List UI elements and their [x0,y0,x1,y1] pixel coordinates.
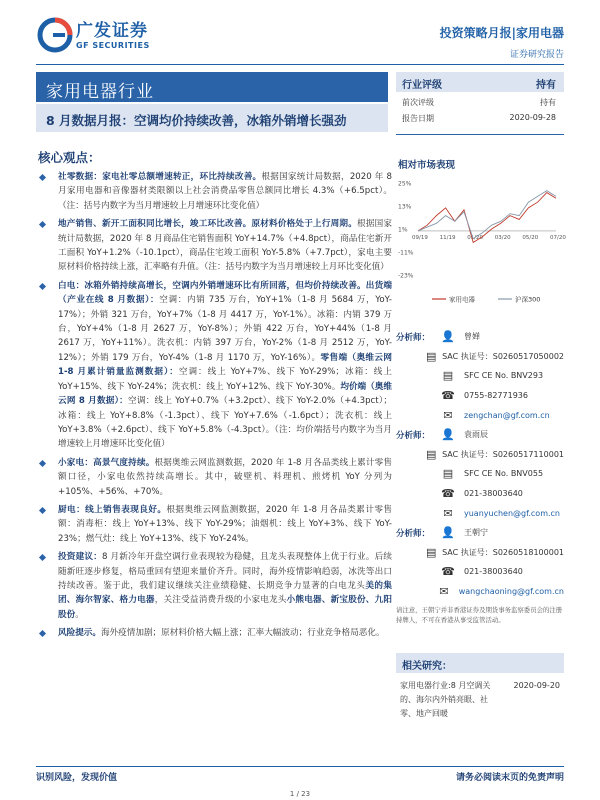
main-content [36,170,392,645]
analyst-email-text[interactable]: zengchan@gf.com.cn [464,410,550,420]
prev-rating-label: 前次评级 [402,98,434,107]
analyst-row [396,582,564,602]
email-icon: ✉ [439,585,449,599]
related-research-item[interactable] [396,673,564,721]
x-tick-label: 11/19 [439,234,456,241]
gf-logo [38,18,150,52]
analyst-row [396,327,564,347]
analyst-row [396,445,564,465]
rating-header [396,72,564,92]
analyst-label: 分析师： [396,332,431,343]
id-card-icon: ▤ [426,447,437,461]
x-tick-label: 09/19 [412,234,428,241]
gf-logo-icon [38,18,72,52]
y-tick-label: -11% [398,249,414,257]
analyst-id-card-text: SFC CE No. BNV055 [464,469,544,479]
analyst-person-text: 袁雨辰 [464,430,488,440]
report-subtitle: 8 月数据月报：空调均价持续改善，冰箱外销增长强劲 [36,104,388,132]
x-tick-label: 07/20 [550,234,566,241]
analyst-phone-text: 0755-82771936 [464,391,528,401]
analyst-row [396,405,564,425]
phone-icon: ☎ [441,389,455,403]
perf-chart-svg [396,175,564,315]
report-date-value: 2020-09-28 [509,113,556,122]
analyst-phone-text: 021-38003640 [464,567,523,577]
legend-label-0: 家用电器 [449,295,475,304]
y-tick-label: 13% [398,203,412,211]
header-divider [36,64,564,65]
analyst-row [396,523,564,543]
sidebar [396,72,564,721]
logo-en-text: GF SECURITIES [76,40,150,50]
analyst-id-card-text: SAC 执证号：S0260518100001 [442,547,564,557]
person-icon: 👤 [441,428,455,442]
y-tick-label: -23% [398,272,414,280]
analyst-row [396,503,564,523]
y-tick-label: 25% [398,180,412,188]
relative-performance-chart [396,175,564,315]
analyst-label: 分析师： [396,528,431,539]
analyst-row [396,562,564,582]
x-tick-label: 05/20 [522,234,539,241]
series-line-1 [418,191,556,239]
core-views-title: 核心观点： [38,150,101,165]
phone-icon: ☎ [441,565,455,579]
analyst-email-text[interactable]: yuanyuchen@gf.com.cn [464,508,560,518]
bullet-kitchen: 厨电：线上销售表现良好。根据奥维云网监测数据，2020 年 1-8 月各品类累计零售额：消毒柜：线上 YoY+13%、线下 YoY-29%；油烟机：线上 YoY+3%、线下 YoY-23%；燃气灶：线上 YoY+13%、线下 YoY-24%。 [36,503,392,546]
rating-value: 持有 [536,80,556,91]
analyst-email-text[interactable]: wangchaoning@gf.com.cn [458,587,564,597]
analyst-row [396,347,564,367]
bullet-risk: 风险提示。海外疫情加剧；原材料价格大幅上涨；汇率大幅波动；行业竞争格局恶化。 [36,626,392,640]
analyst-id-card-text: SFC CE No. BNV293 [464,371,544,381]
y-tick-label: 1% [398,226,408,234]
id-card-icon: ▤ [426,545,437,559]
footer-divider [36,766,564,767]
person-icon: 👤 [441,526,455,540]
related-text: 家用电器行业:8 月空调关的、海尔内外销亮眼、社零、地产回暖 [400,681,491,719]
analyst-person-text: 王朝宁 [464,528,488,538]
bullet-retail: 社零数据：家电社零总额增速转正，环比持续改善。根据国家统计局数据，2020 年 8 月家用电器和音像器材类限额以上社会消费品零售总额同比增长 4.3%（+6.5pct）。（注：括号内数字为当月增速较上月增速环比变化值） [36,170,392,213]
phone-icon: ☎ [441,487,455,501]
legend-label-1: 沪深300 [515,295,541,304]
contact-note: 请注意，王朝宁并非香港证券及期货事务监察委员会的注册持牌人，不可在香港从事受监管活动。 [396,606,563,625]
analyst-row [396,484,564,504]
industry-banner: 家用电器行业 [36,72,388,102]
logo-cn-text: 广发证券 [76,20,148,41]
analyst-id-card-text: SAC 执证号：S0260517050002 [442,351,564,361]
prev-rating-row [396,92,564,108]
analyst-row [396,366,564,386]
analyst-list [396,327,564,601]
sidebar-divider [396,134,564,135]
prev-rating-value: 持有 [540,98,556,107]
id-card-icon: ▤ [426,349,437,363]
analyst-row [396,464,564,484]
id-card-icon: ▤ [442,369,454,383]
person-icon: 👤 [441,330,455,344]
rating-label: 行业评级 [402,80,442,91]
analyst-id-card-text: SAC 执证号：S0260517110001 [442,449,564,459]
x-tick-label: 03/20 [494,234,511,241]
analyst-row [396,543,564,563]
report-type: 证券研究报告 [509,50,564,60]
bullet-property: 地产销售、新开工面积同比增长，竣工环比改善。原材料价格处于上行周期。根据国家统计局数据，2020 年 8 月商品住宅销售面积 YoY+14.7%（+4.8pct），商品住宅新开工面积 YoY+1.2%（-10.1pct），商品住宅竣工面积 YoY-5.8%（+7.7pct），家电主要原材料价格持续上涨，汇率略有升值。（注：括号内数字为当月增速较上月环比变化值） [36,217,392,275]
id-card-icon: ▤ [442,467,454,481]
x-tick-label: 01/20 [467,234,484,241]
analyst-person-text: 曾婵 [464,332,480,342]
analyst-row [396,425,564,445]
email-icon: ✉ [443,408,453,422]
analyst-label: 分析师： [396,430,431,441]
bullet-white-goods: 白电：冰箱外销持续高增长，空调内外销增速环比有所回落，但均价持续改善。出货端（产业在线 8 月数据）：空调：内销 735 万台，YoY+1%（1-8 月 5684 万，YoY-17%）；外销 321 万台，YoY+7%（1-8 月 4417 万，YoY-1%）。冰箱：内销 379 万台，YoY+4%（1-8 月 2627 万，YoY-8%）；外销 422 万台，YoY+44%（1-8 月 2617 万，YoY+11%）。洗衣机：内销 397 万台，YoY-2%（1-8 月 2512 万，YoY-12%）；外销 179 万台，YoY-4%（1-8 月 1170 万，YoY-16%）。零售端（奥维云网 1-8 月累计销量监测数据）：空调：线上 YoY+7%、线下 YoY-29%；冰箱：线上 YoY+15%、线下 YoY-24%；洗衣机：线上 YoY+12%、线下 YoY-30%。均价端（奥维云网 8 月数据）：空调：线上 YoY+0.7%（+3.2pct）、线下 YoY-2.0%（+4.3pct）；冰箱：线上 YoY+8.8%（-1.3pct）、线下 YoY+7.6%（-1.6pct）；洗衣机：线上 YoY+3.8%（+2.6pct）、线下 YoY+5.8%（-4.3pct）。（注：均价端括号内数字为当月增速较上月增速环比变化值） [36,279,392,452]
analyst-phone-text: 021-38003640 [464,489,523,499]
footer-slogan: 识别风险，发现价值 [36,773,118,783]
page-header [0,0,600,68]
analyst-row [396,386,564,406]
bullet-investment: 投资建议：8 月新冷年开盘空调行业表现较为稳健，且龙头表现整体上优于行业。后续随新旺逐步修复，格局重回有望迎来量价齐升。同时，海外疫情影响趋弱，冰洗等出口持续改善。鉴于此，我们建议继续关注业绩稳健、长期竞争力显著的白电龙头美的集团、海尔智家、格力电器，关注受益消费升级的小家电龙头小熊电器、新宝股份、九阳股份。 [36,550,392,622]
report-date-row [396,108,564,124]
email-icon: ✉ [443,506,453,520]
related-research-header: 相关研究： [396,653,564,673]
bullet-small-appliance: 小家电：高景气度持续。根据奥维云网监测数据，2020 年 1-8 月各品类线上累计零售额口径，小家电依然持续高增长。其中，破壁机、料理机、煎烤机 YoY 分列为 +105%、+56%、+70%。 [36,456,392,499]
page-number: 1 / 23 [289,790,311,798]
footer-disclaimer[interactable]: 请务必阅读末页的免责声明 [455,773,564,783]
report-date-label: 报告日期 [402,114,434,123]
related-date: 2020-09-20 [513,681,560,691]
perf-title: 相对市场表现 [398,160,456,171]
report-category: 投资策略月报|家用电器 [439,26,564,40]
